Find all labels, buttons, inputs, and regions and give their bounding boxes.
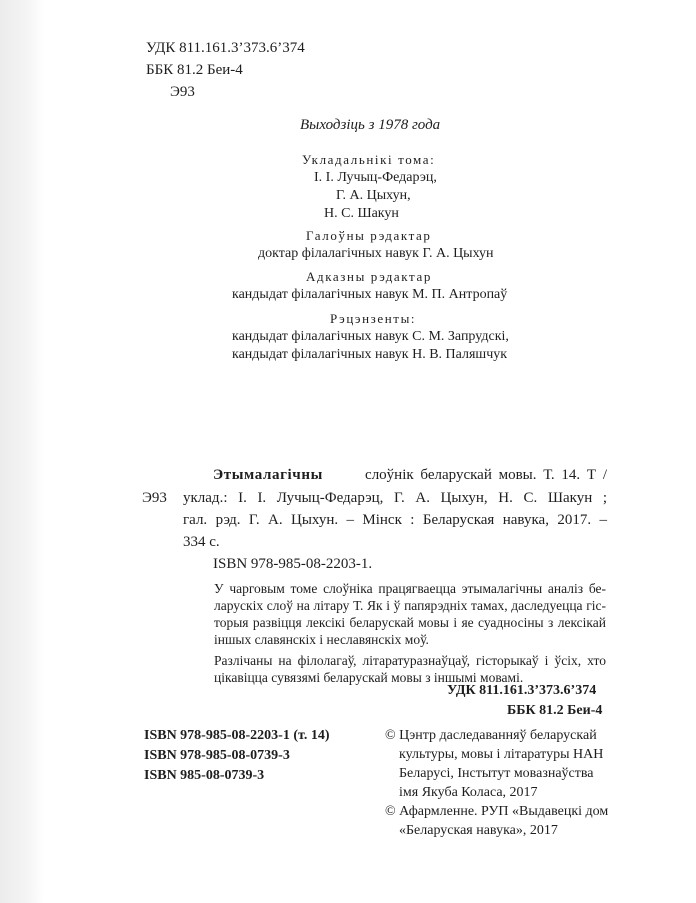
- copyright-line: © Афармленне. РУП «Выдавецкі дом: [385, 804, 609, 819]
- reviewer: кандыдат філалагічных навук С. М. Запрудскі,: [232, 329, 509, 344]
- record-line-2: уклад.: І. І. Лучыц-Федарэц, Г. А. Цыхун, Н. С. Шакун ;: [183, 490, 607, 506]
- annotation-paragraph-1: [214, 580, 606, 648]
- isbn-line: ISBN 985-08-0739-3: [144, 768, 265, 783]
- compiler-name: Г. А. Цыхун,: [336, 188, 411, 203]
- copyright-line: імя Якуба Коласа, 2017: [399, 785, 538, 800]
- annotation-line: ларускіх слоў на літару Т. Як і ў папярэдніх тамах, даследуецца гіс-: [214, 598, 606, 613]
- copyright-line: © Цэнтр даследаванняў беларускай: [385, 728, 597, 743]
- annotation-line: цікавіцца сувязямі беларускай мовы з іншымі мовамі.: [214, 670, 524, 685]
- isbn-line: ISBN 978-985-08-0739-3: [144, 748, 290, 763]
- bbk-code-bottom: ББК 81.2 Беи-4: [507, 703, 603, 718]
- annotation-paragraph-2: [214, 652, 606, 686]
- executive-editor: кандыдат філалагічных навук М. П. Антропаў: [232, 287, 508, 302]
- isbn-line: ISBN 978-985-08-2203-1 (т. 14): [144, 728, 330, 743]
- reviewers-heading: Рэцэнзенты:: [330, 311, 417, 326]
- chief-editor-heading: Галоўны рэдактар: [306, 228, 432, 243]
- record-line-4: 334 с.: [183, 534, 220, 550]
- executive-editor-heading: Адказны рэдактар: [306, 269, 432, 284]
- record-mark: Э93: [142, 490, 167, 506]
- bbk-code: ББК 81.2 Беи-4: [146, 62, 243, 78]
- annotation-line: іншых славянскіх і неславянскіх моў.: [214, 632, 429, 647]
- record-line-1: [213, 467, 607, 484]
- record-isbn: ISBN 978-985-08-2203-1.: [213, 556, 373, 572]
- series-note: Выходзіць з 1978 года: [300, 117, 441, 133]
- annotation-line: Разлічаны на філолагаў, літаратуразнаўцаў, гісторыкаў і ўсіх, хто: [214, 653, 606, 668]
- udc-code-bottom: УДК 811.161.3’373.6’374: [447, 683, 597, 698]
- compilers-heading: Укладальнікі тома:: [302, 152, 436, 167]
- record-title-rest: слоўнік беларускай мовы. Т. 14. Т /: [365, 467, 607, 483]
- reviewer: кандыдат філалагічных навук Н. В. Паляшчук: [232, 347, 508, 362]
- annotation-line: У чарговым томе слоўніка працягваецца этымалагічны аналіз бе-: [214, 581, 606, 596]
- chief-editor: доктар філалагічных навук Г. А. Цыхун: [258, 246, 494, 261]
- record-title: Этымалагічны: [213, 467, 323, 483]
- compiler-name: Н. С. Шакун: [324, 206, 399, 221]
- copyright-line: «Беларуская навука», 2017: [399, 823, 558, 838]
- author-mark: Э93: [170, 84, 195, 100]
- copyright-line: культуры, мовы і літаратуры НАН: [399, 747, 604, 762]
- udc-code: УДК 811.161.3’373.6’374: [146, 40, 305, 56]
- record-line-3: гал. рэд. Г. А. Цыхун. – Мінск : Беларуская навука, 2017. –: [183, 512, 607, 528]
- compiler-name: І. І. Лучыц-Федарэц,: [314, 170, 437, 185]
- annotation-line: торыя развіцця лексікі беларускай мовы і яе суадносіны з лексікай: [214, 615, 606, 630]
- copyright-line: Беларусі, Інстытут мовазнаўства: [399, 766, 594, 781]
